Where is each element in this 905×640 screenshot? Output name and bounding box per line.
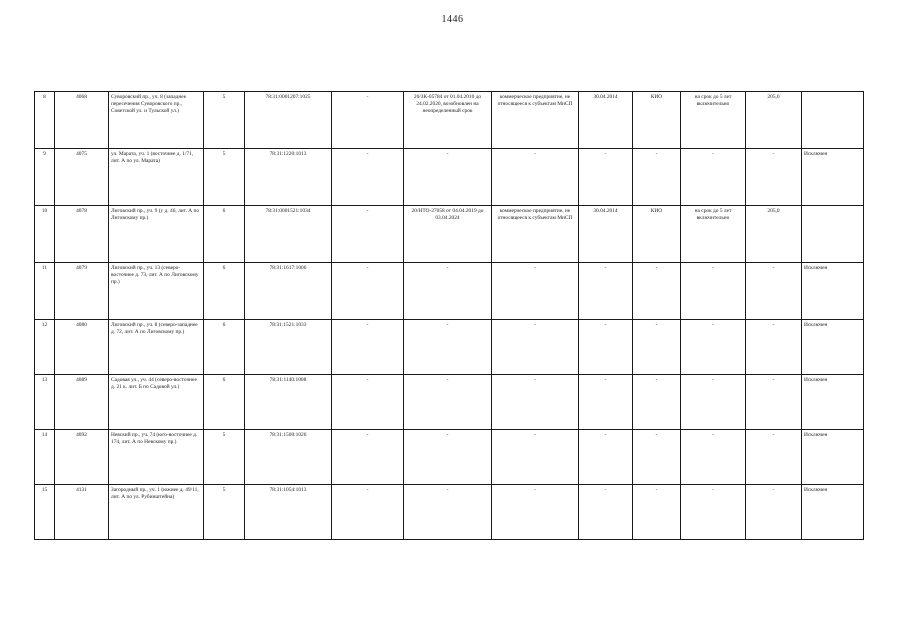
table-row — [35, 430, 864, 485]
table-row — [35, 485, 864, 540]
object-address: Лиговский пр., уч. 13 (северо-восточнее д. 73, лит. А по Лиговскому пр.) — [109, 263, 204, 320]
object-address: Суворовский пр., уч. 8 (западнее пересечения Суворовского пр., Советской ул. и Тульской ул.) — [109, 92, 204, 149]
cadastral-number: 78:31:1220:1013 — [245, 149, 332, 206]
term: - — [681, 375, 746, 430]
row-index: 12 — [35, 320, 55, 375]
column-6: - — [332, 149, 404, 206]
agreement: - — [404, 485, 492, 540]
register-table — [34, 91, 864, 540]
cadastral-number: 78:31:0001207:1025 — [245, 92, 332, 149]
term: - — [681, 149, 746, 206]
row-index: 13 — [35, 375, 55, 430]
column-6: - — [332, 430, 404, 485]
table-row — [35, 263, 864, 320]
table-row — [35, 92, 864, 149]
object-address: ул. Марата, уч. 1 (восточнее д. 1/71, лит. А по ул. Марата) — [109, 149, 204, 206]
zone-number: 5 — [204, 485, 245, 540]
amount: - — [746, 149, 802, 206]
date: 30.04.2014 — [579, 92, 633, 149]
object-code: 4092 — [55, 430, 109, 485]
date: - — [579, 485, 633, 540]
column-6: - — [332, 263, 404, 320]
status — [802, 206, 864, 263]
object-code: 4075 — [55, 149, 109, 206]
date: - — [579, 320, 633, 375]
date: - — [579, 375, 633, 430]
authority: - — [633, 149, 681, 206]
column-6: - — [332, 206, 404, 263]
amount: - — [746, 430, 802, 485]
row-index: 11 — [35, 263, 55, 320]
zone-number: 6 — [204, 263, 245, 320]
cadastral-number: 78:31:1617:1006 — [245, 263, 332, 320]
term: - — [681, 263, 746, 320]
row-index: 9 — [35, 149, 55, 206]
table-row — [35, 206, 864, 263]
status: Исключен — [802, 149, 864, 206]
date: 30.04.2014 — [579, 206, 633, 263]
date: - — [579, 149, 633, 206]
row-index: 15 — [35, 485, 55, 540]
agreement: 20/НТО-27058 от 04.04.2019 до 03.04.2024 — [404, 206, 492, 263]
row-index: 14 — [35, 430, 55, 485]
status: Исключен — [802, 263, 864, 320]
status: Исключен — [802, 375, 864, 430]
column-6: - — [332, 375, 404, 430]
object-code: 4080 — [55, 320, 109, 375]
subject-type: - — [492, 430, 579, 485]
agreement: - — [404, 263, 492, 320]
object-code: 4079 — [55, 263, 109, 320]
status: Исключен — [802, 320, 864, 375]
amount: - — [746, 485, 802, 540]
amount: 205,0 — [746, 92, 802, 149]
column-6: - — [332, 92, 404, 149]
page-number: 1446 — [441, 14, 464, 25]
object-code: 4089 — [55, 375, 109, 430]
subject-type: - — [492, 375, 579, 430]
table-row — [35, 149, 864, 206]
authority: - — [633, 430, 681, 485]
subject-type: коммерческое предприятие, не относящееся к субъектам МиСП — [492, 206, 579, 263]
amount: - — [746, 375, 802, 430]
object-address: Лиговский пр., уч. 9 (у д. 46, лит. А по Лиговскому пр.) — [109, 206, 204, 263]
zone-number: 6 — [204, 375, 245, 430]
table-row — [35, 320, 864, 375]
authority: - — [633, 263, 681, 320]
cadastral-number: 78:31:1140:1008 — [245, 375, 332, 430]
agreement: - — [404, 149, 492, 206]
agreement: - — [404, 320, 492, 375]
cadastral-number: 78:31:1521:1033 — [245, 320, 332, 375]
zone-number: 6 — [204, 320, 245, 375]
subject-type: - — [492, 263, 579, 320]
subject-type: коммерческое предприятие, не относящееся к субъектам МиСП — [492, 92, 579, 149]
agreement: 20/ЗК-05784 от 01.04.2010 до 24.02.2020, возобновлен на неопределенный срок — [404, 92, 492, 149]
cadastral-number: 78:31:1054:1013 — [245, 485, 332, 540]
term: - — [681, 430, 746, 485]
object-code: 4078 — [55, 206, 109, 263]
object-address: Загородный пр., уч. 1 (южнее д. 49/11, лит. А по ул. Рубинштейна) — [109, 485, 204, 540]
term: - — [681, 485, 746, 540]
status: Исключен — [802, 485, 864, 540]
object-address: Лиговский пр., уч. 8 (северо-западнее д. 72, лит. А по Лиговскому пр.) — [109, 320, 204, 375]
authority: - — [633, 320, 681, 375]
subject-type: - — [492, 149, 579, 206]
term: на срок до 5 лет включительно — [681, 92, 746, 149]
object-address: Садовая ул., уч. 44 (северо-восточнее д. 21 к. лит. Б по Садовой ул.) — [109, 375, 204, 430]
amount: - — [746, 320, 802, 375]
authority: КИО — [633, 206, 681, 263]
authority: КИО — [633, 92, 681, 149]
amount: 205,0 — [746, 206, 802, 263]
status: Исключен — [802, 430, 864, 485]
date: - — [579, 263, 633, 320]
term: на срок до 5 лет включительно — [681, 206, 746, 263]
object-code: 4131 — [55, 485, 109, 540]
table-row — [35, 375, 864, 430]
zone-number: 5 — [204, 149, 245, 206]
authority: - — [633, 485, 681, 540]
status — [802, 92, 864, 149]
column-6: - — [332, 485, 404, 540]
cadastral-number: 78:31:0001521:1034 — [245, 206, 332, 263]
amount: - — [746, 263, 802, 320]
term: - — [681, 320, 746, 375]
object-code: 4068 — [55, 92, 109, 149]
object-address: Невский пр., уч. 74 (юго-восточнее д. 174, лит. А по Невскому пр.) — [109, 430, 204, 485]
date: - — [579, 430, 633, 485]
agreement: - — [404, 375, 492, 430]
row-index: 10 — [35, 206, 55, 263]
zone-number: 5 — [204, 430, 245, 485]
column-6: - — [332, 320, 404, 375]
zone-number: 5 — [204, 92, 245, 149]
row-index: 8 — [35, 92, 55, 149]
subject-type: - — [492, 485, 579, 540]
subject-type: - — [492, 320, 579, 375]
zone-number: 6 — [204, 206, 245, 263]
authority: - — [633, 375, 681, 430]
cadastral-number: 78:31:1500:1026 — [245, 430, 332, 485]
agreement: - — [404, 430, 492, 485]
